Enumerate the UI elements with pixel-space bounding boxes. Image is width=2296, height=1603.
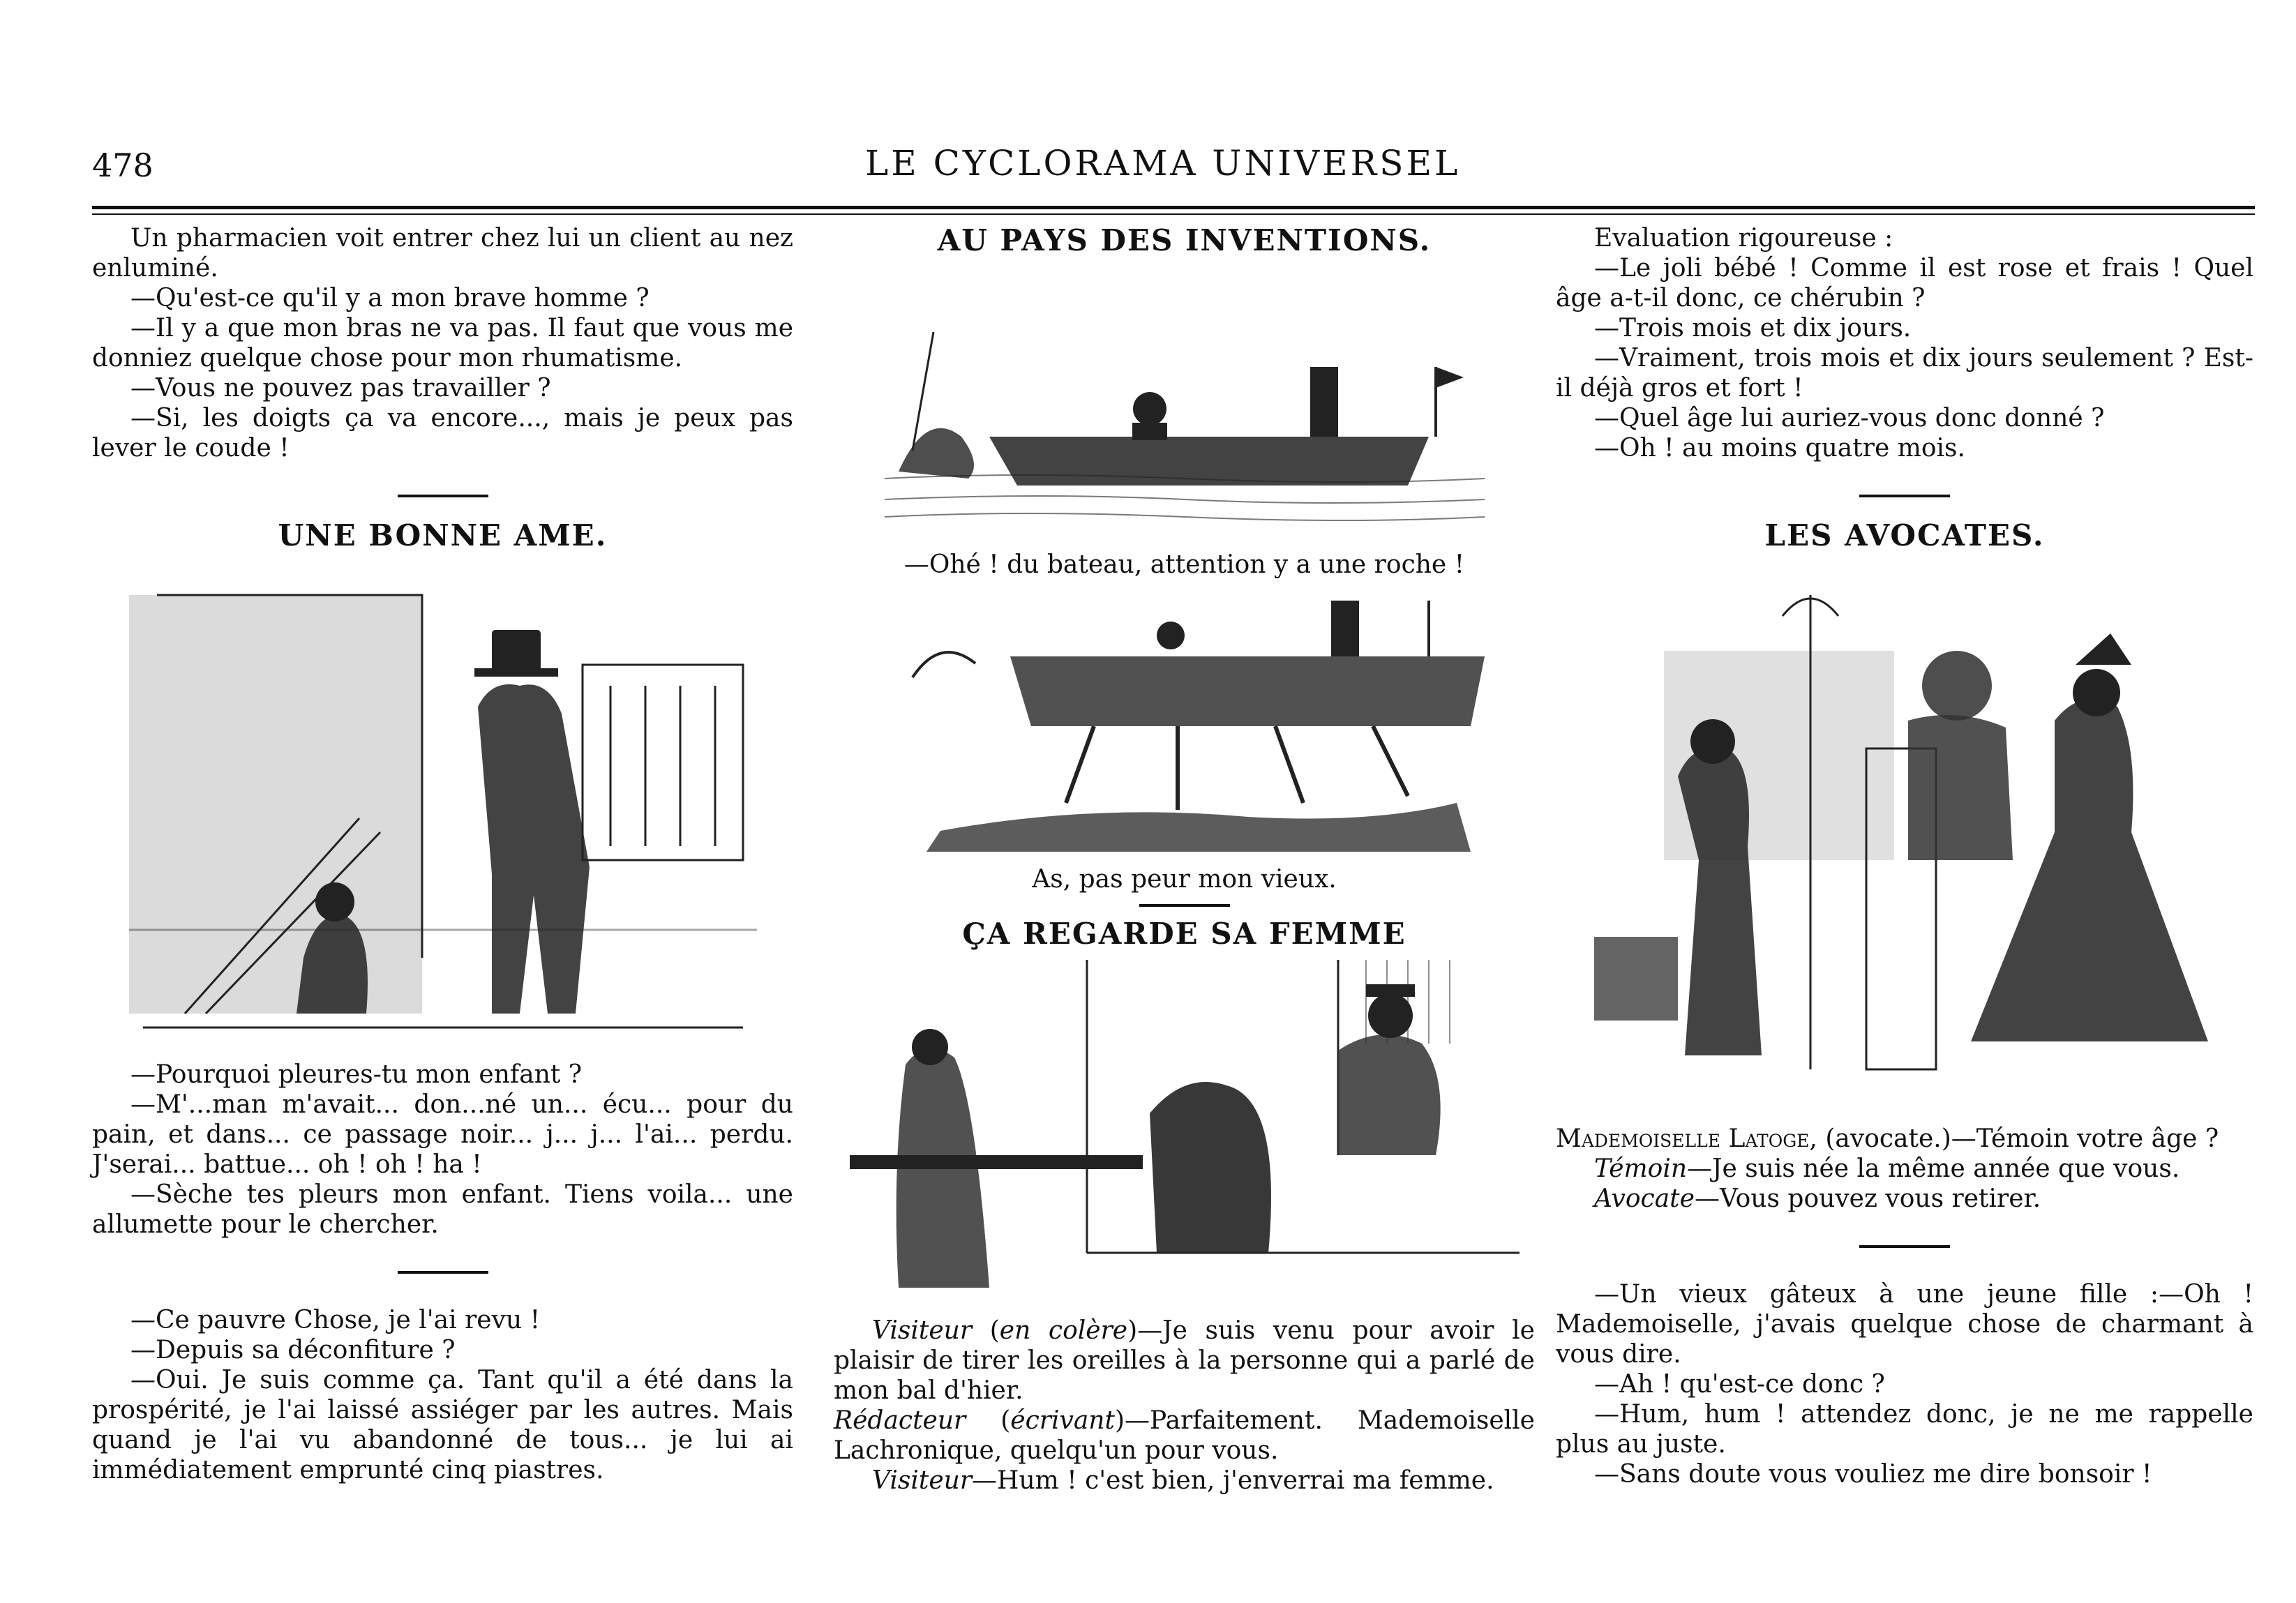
- speaker-name: Rédacteur: [834, 1406, 966, 1435]
- paragraph: —Hum, hum ! attendez donc, je ne me rappelle plus au juste.: [1556, 1400, 2253, 1459]
- paragraph: —Il y a que mon bras ne va pas. Il faut que vous me donniez quelque chose pour mon rhumatisme.: [92, 314, 793, 372]
- stage-direction: en colère: [999, 1316, 1128, 1345]
- section-separator: [1139, 904, 1230, 907]
- section-separator: [1859, 495, 1950, 497]
- header-rule: [92, 206, 2255, 209]
- section-title-une-bonne-ame: UNE BONNE AME.: [278, 518, 608, 552]
- section-title-les-avocates: LES AVOCATES.: [1764, 518, 2045, 552]
- paragraph: —Sans doute vous vouliez me dire bonsoir !: [1594, 1460, 2152, 1489]
- illustration-boat-on-water: [885, 269, 1485, 534]
- speaker-name: Avocate: [1594, 1184, 1695, 1213]
- speech: —Je suis venu pour avoir le plaisir de tirer les oreilles à la personne qui a parlé de mon bal d'hier.: [834, 1316, 1535, 1405]
- speech: —Vous pouvez vous retirer.: [1694, 1184, 2041, 1213]
- section-separator: [1859, 1245, 1950, 1248]
- paragraph: —Oui. Je suis comme ça. Tant qu'il a été dans la prospérité, je l'ai laissé assiéger par les autres. Mais quand je l'ai vu abandonné de tous... je lui ai immédiatement emprunté cinq piastres.: [92, 1366, 793, 1484]
- speech: —Parfaitement. Mademoiselle Lachronique, quelqu'un pour vous.: [834, 1406, 1535, 1465]
- paragraph: —Sèche tes pleurs mon enfant. Tiens voila... une allumette pour le chercher.: [92, 1180, 793, 1239]
- paragraph: —Si, les doigts ça va encore..., mais je peux pas lever le coude !: [92, 404, 793, 462]
- avocates-line-2: [1556, 1154, 2253, 1184]
- paragraph: —Vraiment, trois mois et dix jours seulement ? Est-il déjà gros et fort !: [1556, 344, 2253, 402]
- page-number: 478: [92, 146, 153, 184]
- caption-boat-1: —Ohé ! du bateau, attention y a une roche !: [903, 550, 1465, 579]
- illustration-une-bonne-ame: [129, 567, 757, 1048]
- dialogue-redacteur: Rédacteur (écrivant)—Parfaitement. Mademoiselle Lachronique, quelqu'un pour vous.: [834, 1406, 1535, 1465]
- section-separator: [398, 495, 488, 497]
- column-3: [1556, 223, 2253, 1489]
- avocates-line-3: [1556, 1184, 2253, 1214]
- section-separator: [398, 1271, 488, 1274]
- header-rule-thin: [92, 213, 2255, 215]
- speech: —Hum ! c'est bien, j'enverrai ma femme.: [972, 1466, 1494, 1495]
- stage-direction: (avocate.): [1825, 1124, 1951, 1153]
- avocates-line-1: [1556, 1124, 2253, 1154]
- paragraph: —Trois mois et dix jours.: [1594, 314, 1912, 343]
- illustration-office-scene: [850, 960, 1520, 1309]
- section-title-au-pays-des-inventions: AU PAYS DES INVENTIONS.: [937, 223, 1432, 257]
- paragraph: —Quel âge lui auriez-vous donc donné ?: [1594, 404, 2105, 432]
- page-header: [0, 0, 2296, 209]
- dialogue-visiteur-2: [834, 1466, 1535, 1496]
- paragraph: Un pharmacien voit entrer chez lui un client au nez enluminé.: [92, 224, 793, 283]
- journal-title: LE CYCLORAMA UNIVERSEL: [865, 143, 1461, 183]
- paragraph: —M'...man m'avait... don...né un... écu... pour du pain, et dans... ce passage noir... j... j... l'ai... perdu. J'serai... battue... oh ! oh ! ha !: [92, 1090, 793, 1179]
- illustration-boat-on-stilts: [885, 594, 1485, 852]
- paragraph: —Vous ne pouvez pas travailler ?: [130, 374, 551, 402]
- dialogue-visiteur-1: Visiteur (en colère)—Je suis venu pour avoir le plaisir de tirer les oreilles à la personne qui a parlé de mon bal d'hier.: [834, 1316, 1535, 1405]
- speaker-name: Visiteur: [872, 1466, 973, 1495]
- paragraph: —Le joli bébé ! Comme il est rose et frais ! Quel âge a-t-il donc, ce chérubin ?: [1556, 254, 2253, 313]
- speech: —Témoin votre âge ?: [1951, 1124, 2219, 1153]
- paragraph: —Un vieux gâteux à une jeune fille :—Oh ! Mademoiselle, j'avais quelque chose de charmant à vous dire.: [1556, 1280, 2253, 1369]
- caption-boat-2: As, pas peur mon vieux.: [1032, 865, 1337, 894]
- speaker-name: Mademoiselle Latoge,: [1556, 1124, 1817, 1153]
- paragraph: —Qu'est-ce qu'il y a mon brave homme ?: [130, 284, 650, 313]
- paragraph: —Depuis sa déconfiture ?: [130, 1336, 456, 1364]
- column-1: [92, 223, 793, 1485]
- paragraph: —Pourquoi pleures-tu mon enfant ?: [130, 1060, 583, 1089]
- paragraph: —Oh ! au moins quatre mois.: [1594, 434, 1965, 462]
- section-title-ca-regarde-sa-femme: ÇA REGARDE SA FEMME: [962, 917, 1406, 951]
- illustration-les-avocates: [1580, 567, 2229, 1111]
- paragraph: —Ah ! qu'est-ce donc ?: [1594, 1370, 1885, 1399]
- speaker-name: Témoin: [1594, 1154, 1688, 1183]
- paragraph: Evaluation rigoureuse :: [1594, 224, 1893, 253]
- stage-direction: écrivant: [1010, 1406, 1115, 1435]
- speech: —Je suis née la même année que vous.: [1687, 1154, 2180, 1183]
- paragraph: —Ce pauvre Chose, je l'ai revu !: [130, 1306, 541, 1334]
- speaker-name: Visiteur: [872, 1316, 973, 1345]
- column-2: [834, 223, 1535, 1496]
